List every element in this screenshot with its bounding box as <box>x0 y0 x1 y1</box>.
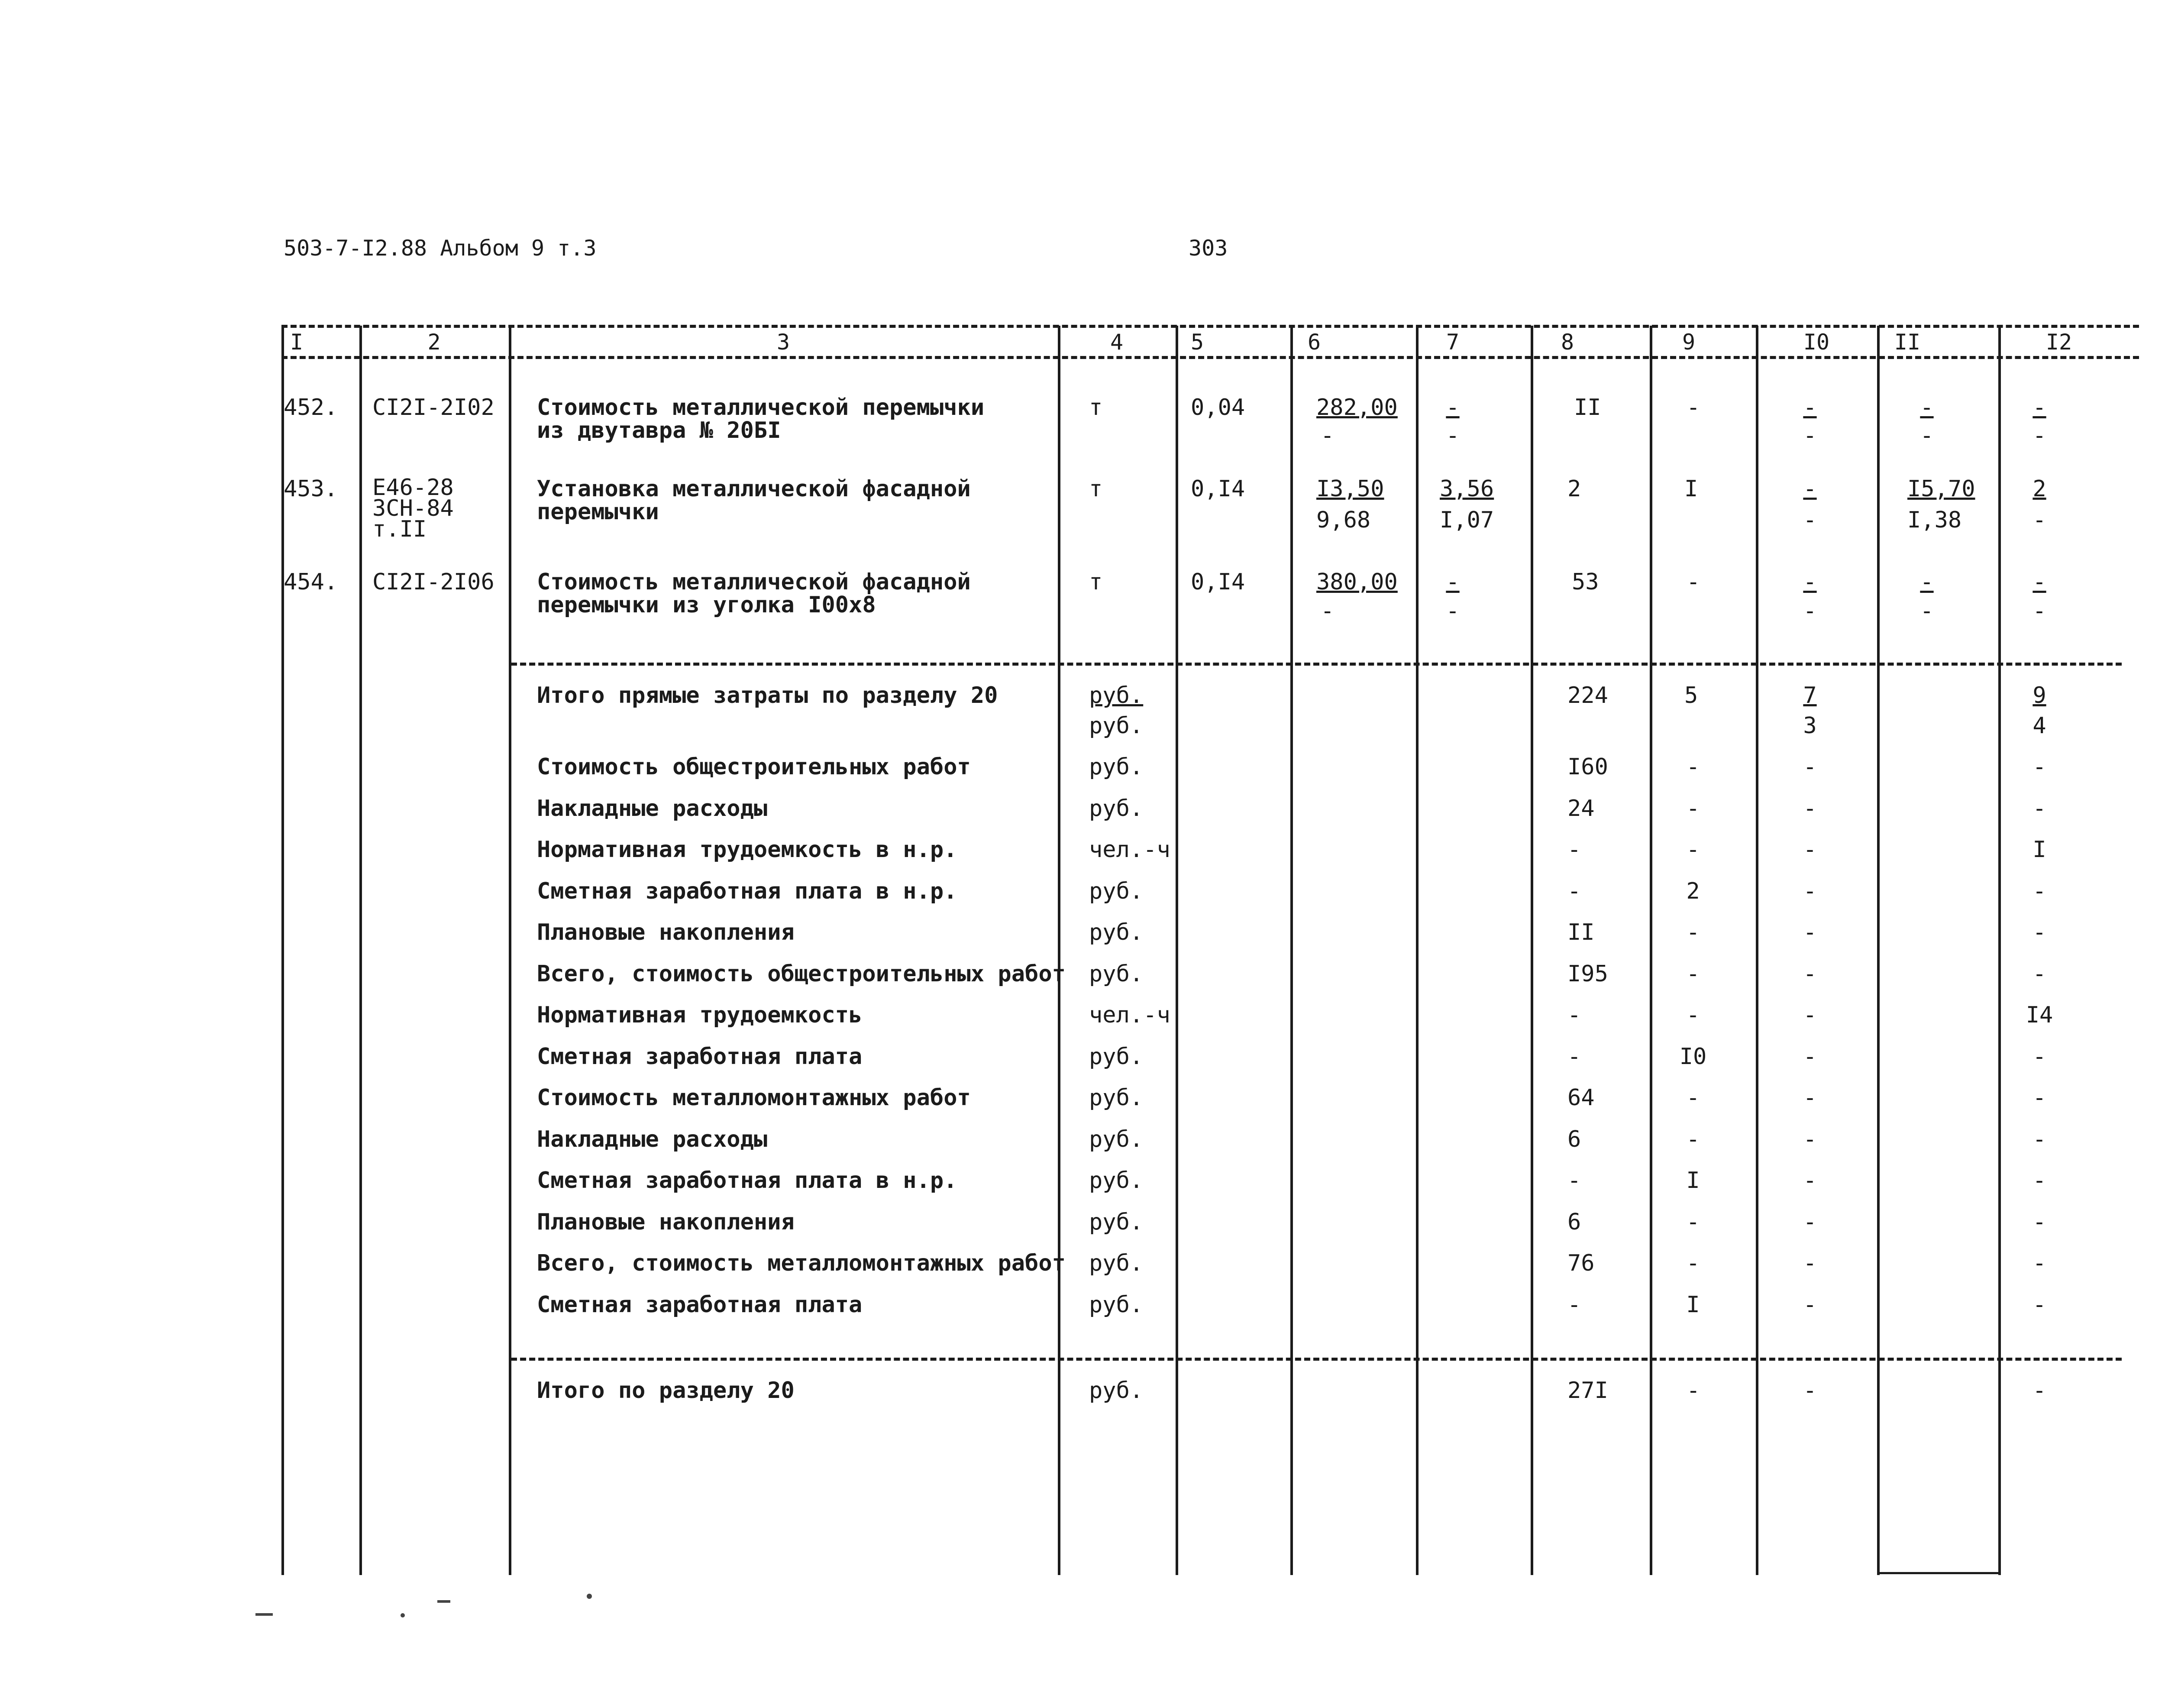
row-col10-top: - <box>1803 569 1817 595</box>
row-col8: 53 <box>1572 569 1599 595</box>
column-number: I2 <box>2045 330 2072 355</box>
row-col7-top: - <box>1446 569 1460 595</box>
summary-col9: I <box>1686 1292 1700 1318</box>
col-border-7 <box>1416 326 1419 1575</box>
summary-col9: - <box>1686 796 1700 822</box>
summary-label: Нормативная трудоемкость в н.р. <box>537 837 957 863</box>
summary-col9: 2 <box>1686 878 1700 904</box>
summary-label: Нормативная трудоемкость <box>537 1002 863 1028</box>
direct-costs-unit-a: руб. <box>1089 683 1144 708</box>
summary-col8: - <box>1567 1002 1581 1028</box>
summary-col8: 6 <box>1567 1126 1581 1152</box>
direct-costs-col12-top: 9 <box>2033 683 2046 708</box>
items-separator <box>511 663 2122 666</box>
row-description: Стоимость металлической фасадной перемычки из уголка I00x8 <box>537 569 971 618</box>
summary-col8: I95 <box>1567 961 1608 987</box>
row-code: CI2I-2I06 <box>372 569 494 595</box>
row-unit-cost: I3,50 <box>1316 476 1384 502</box>
summary-col12: - <box>2033 796 2046 822</box>
row-col11-bottom: - <box>1920 598 1934 624</box>
row-code: CI2I-2I02 <box>372 395 494 421</box>
summary-col10: - <box>1803 1292 1817 1318</box>
summary-col12: - <box>2033 754 2046 780</box>
row-unit-cost-wages: - <box>1321 598 1335 624</box>
col-border-3 <box>509 326 511 1575</box>
summary-unit: руб. <box>1089 1209 1144 1235</box>
summary-col8: - <box>1567 1044 1581 1070</box>
summary-unit: руб. <box>1089 878 1144 904</box>
direct-costs-col8: 224 <box>1567 683 1608 708</box>
column-number: II <box>1894 330 1921 355</box>
summary-col10: - <box>1803 1168 1817 1194</box>
summary-unit: руб. <box>1089 1044 1144 1070</box>
column-number: 3 <box>776 330 790 355</box>
row-unit: т <box>1089 395 1103 421</box>
summary-col9: - <box>1686 961 1700 987</box>
row-col10-bottom: - <box>1803 598 1817 624</box>
summary-col12: - <box>2033 1250 2046 1276</box>
col-border-11 <box>1877 326 1880 1575</box>
summary-col8: 64 <box>1567 1085 1595 1111</box>
document-reference: 503-7-I2.88 Альбом 9 т.3 <box>284 236 597 261</box>
summary-col12: - <box>2033 1044 2046 1070</box>
column-number: 4 <box>1110 330 1124 355</box>
scan-speck <box>401 1613 405 1617</box>
direct-costs-col12-bottom: 4 <box>2033 713 2046 739</box>
row-number: 452. <box>284 395 338 421</box>
col-border-4 <box>1058 326 1060 1575</box>
summary-col10: - <box>1803 1085 1817 1111</box>
summary-col9: - <box>1686 919 1700 945</box>
summary-col12: - <box>2033 919 2046 945</box>
row-description: Установка металлической фасадной перемычки <box>537 476 971 525</box>
direct-costs-col10-top: 7 <box>1803 683 1817 708</box>
summary-col9: - <box>1686 1002 1700 1028</box>
row-col11-top: I5,70 <box>1907 476 1975 502</box>
row-col10-top: - <box>1803 476 1817 502</box>
scan-speck <box>437 1600 450 1603</box>
summary-col10: - <box>1803 1250 1817 1276</box>
header-bottom-border <box>281 356 2139 359</box>
summary-col12: - <box>2033 1126 2046 1152</box>
row-description: Стоимость металлической перемычки из двутавра № 20БI <box>537 395 985 444</box>
row-quantity: 0,04 <box>1191 395 1245 421</box>
col-border-8 <box>1531 326 1533 1575</box>
summary-unit: чел.-ч <box>1089 1002 1170 1028</box>
row-unit-cost: 282,00 <box>1316 395 1398 421</box>
summary-unit: руб. <box>1089 1250 1144 1276</box>
row-unit: т <box>1089 569 1103 595</box>
summary-col12: I4 <box>2026 1002 2053 1028</box>
row-col10-bottom: - <box>1803 507 1817 533</box>
summary-label: Сметная заработная плата в н.р. <box>537 1168 957 1194</box>
summary-unit: руб. <box>1089 1168 1144 1194</box>
row-col9: I <box>1684 476 1698 502</box>
summary-label: Сметная заработная плата в н.р. <box>537 878 957 904</box>
row-col10-bottom: - <box>1803 423 1817 449</box>
row-col10-top: - <box>1803 395 1817 421</box>
section-total-col10: - <box>1803 1378 1817 1404</box>
summary-unit: чел.-ч <box>1089 837 1170 863</box>
col-border-2 <box>359 326 362 1575</box>
summary-col10: - <box>1803 919 1817 945</box>
column-number: 5 <box>1190 330 1204 355</box>
summary-col9: - <box>1686 1126 1700 1152</box>
row-col12-bottom: - <box>2033 598 2046 624</box>
col-border-1 <box>281 326 284 1575</box>
section-total-label: Итого по разделу 20 <box>537 1378 795 1404</box>
row-col12-top: - <box>2033 395 2046 421</box>
summary-col8: 6 <box>1567 1209 1581 1235</box>
section-total-col9: - <box>1687 1378 1700 1404</box>
direct-costs-unit-b: руб. <box>1089 713 1144 739</box>
summary-label: Стоимость металломонтажных работ <box>537 1085 971 1111</box>
summary-col8: - <box>1567 1168 1581 1194</box>
summary-col10: - <box>1803 1002 1817 1028</box>
summary-unit: руб. <box>1089 1126 1144 1152</box>
row-number: 453. <box>284 476 338 502</box>
summary-label: Всего, стоимость общестроительных работ <box>537 961 1066 987</box>
column-number: 9 <box>1682 330 1696 355</box>
row-col12-bottom: - <box>2033 423 2046 449</box>
summary-col8: 24 <box>1567 796 1595 822</box>
row-col7-bottom: - <box>1446 423 1460 449</box>
row-col11-top: - <box>1920 569 1934 595</box>
summary-label: Сметная заработная плата <box>537 1044 863 1070</box>
row-col12-top: - <box>2033 569 2046 595</box>
summary-unit: руб. <box>1089 1085 1144 1111</box>
col-border-5 <box>1176 326 1178 1575</box>
column-number: 8 <box>1561 330 1574 355</box>
summary-col12: - <box>2033 1168 2046 1194</box>
summary-col8: II <box>1567 919 1595 945</box>
page-number: 303 <box>1189 236 1228 261</box>
row-col9: - <box>1687 395 1700 421</box>
summary-col8: - <box>1567 878 1581 904</box>
summary-col9: - <box>1686 837 1700 863</box>
column-number: 7 <box>1446 330 1460 355</box>
column-number: I0 <box>1803 330 1830 355</box>
summary-col12: - <box>2033 961 2046 987</box>
summary-col8: 76 <box>1567 1250 1595 1276</box>
summary-col12: - <box>2033 1085 2046 1111</box>
row-unit-cost: 380,00 <box>1316 569 1398 595</box>
summary-label: Стоимость общестроительных работ <box>537 754 971 780</box>
summary-col9: I <box>1686 1168 1700 1194</box>
col-border-12 <box>1998 326 2001 1575</box>
column-number: I <box>290 330 304 355</box>
summary-label: Накладные расходы <box>537 1126 768 1152</box>
summary-label: Всего, стоимость металломонтажных работ <box>537 1250 1066 1276</box>
row-col9: - <box>1687 569 1700 595</box>
row-col8: 2 <box>1567 476 1581 502</box>
column-number: 2 <box>427 330 441 355</box>
summary-col9: - <box>1686 754 1700 780</box>
row-col7-top: - <box>1446 395 1460 421</box>
summary-unit: руб. <box>1089 1292 1144 1318</box>
summary-col9: - <box>1686 1209 1700 1235</box>
section-total-col8: 27I <box>1567 1378 1608 1404</box>
summary-col10: - <box>1803 1044 1817 1070</box>
column-number: 6 <box>1307 330 1321 355</box>
row-col11-bottom: - <box>1920 423 1934 449</box>
scan-speck <box>587 1594 592 1599</box>
summary-col8: - <box>1567 1292 1581 1318</box>
row-col7-bottom: - <box>1446 598 1460 624</box>
summary-unit: руб. <box>1089 919 1144 945</box>
row-col11-bottom: I,38 <box>1907 507 1962 533</box>
row-quantity: 0,I4 <box>1191 476 1245 502</box>
summary-col12: - <box>2033 1292 2046 1318</box>
summary-col10: - <box>1803 1209 1817 1235</box>
totals-separator <box>511 1358 2122 1361</box>
row-unit-cost-wages: 9,68 <box>1316 507 1371 533</box>
summary-col10: - <box>1803 878 1817 904</box>
row-unit-cost-wages: - <box>1321 423 1335 449</box>
row-unit: т <box>1089 476 1103 502</box>
summary-col10: - <box>1803 1126 1817 1152</box>
direct-costs-col9: 5 <box>1684 683 1698 708</box>
summary-col12: - <box>2033 1209 2046 1235</box>
col-11-bottom <box>1877 1572 2000 1574</box>
summary-col12: I <box>2033 837 2046 863</box>
summary-col10: - <box>1803 837 1817 863</box>
table-top-border <box>281 325 2139 328</box>
row-code: Е46-28 ЗСН-84 т.II <box>372 475 454 542</box>
summary-col9: - <box>1686 1085 1700 1111</box>
summary-col12: - <box>2033 878 2046 904</box>
summary-label: Накладные расходы <box>537 796 768 822</box>
summary-col8: - <box>1567 837 1581 863</box>
summary-unit: руб. <box>1089 754 1144 780</box>
row-col8: II <box>1574 395 1601 421</box>
scan-speck <box>255 1613 273 1616</box>
section-total-unit: руб. <box>1089 1378 1144 1404</box>
section-total-col12: - <box>2033 1378 2046 1404</box>
row-quantity: 0,I4 <box>1191 569 1245 595</box>
summary-col10: - <box>1803 754 1817 780</box>
direct-costs-label: Итого прямые затраты по разделу 20 <box>537 683 998 708</box>
summary-col9: I0 <box>1679 1044 1707 1070</box>
row-col12-top: 2 <box>2033 476 2046 502</box>
row-col11-top: - <box>1920 395 1934 421</box>
summary-col10: - <box>1803 961 1817 987</box>
summary-label: Сметная заработная плата <box>537 1292 863 1318</box>
summary-label: Плановые накопления <box>537 1209 795 1235</box>
summary-col8: I60 <box>1567 754 1608 780</box>
summary-label: Плановые накопления <box>537 919 795 945</box>
summary-col9: - <box>1686 1250 1700 1276</box>
row-col12-bottom: - <box>2033 507 2046 533</box>
row-number: 454. <box>284 569 338 595</box>
col-border-10 <box>1756 326 1758 1575</box>
summary-unit: руб. <box>1089 796 1144 822</box>
col-border-6 <box>1290 326 1293 1575</box>
col-border-9 <box>1650 326 1652 1575</box>
row-col7-bottom: I,07 <box>1440 507 1494 533</box>
summary-col10: - <box>1803 796 1817 822</box>
summary-unit: руб. <box>1089 961 1144 987</box>
row-col7-top: 3,56 <box>1440 476 1494 502</box>
direct-costs-col10-bottom: 3 <box>1803 713 1817 739</box>
